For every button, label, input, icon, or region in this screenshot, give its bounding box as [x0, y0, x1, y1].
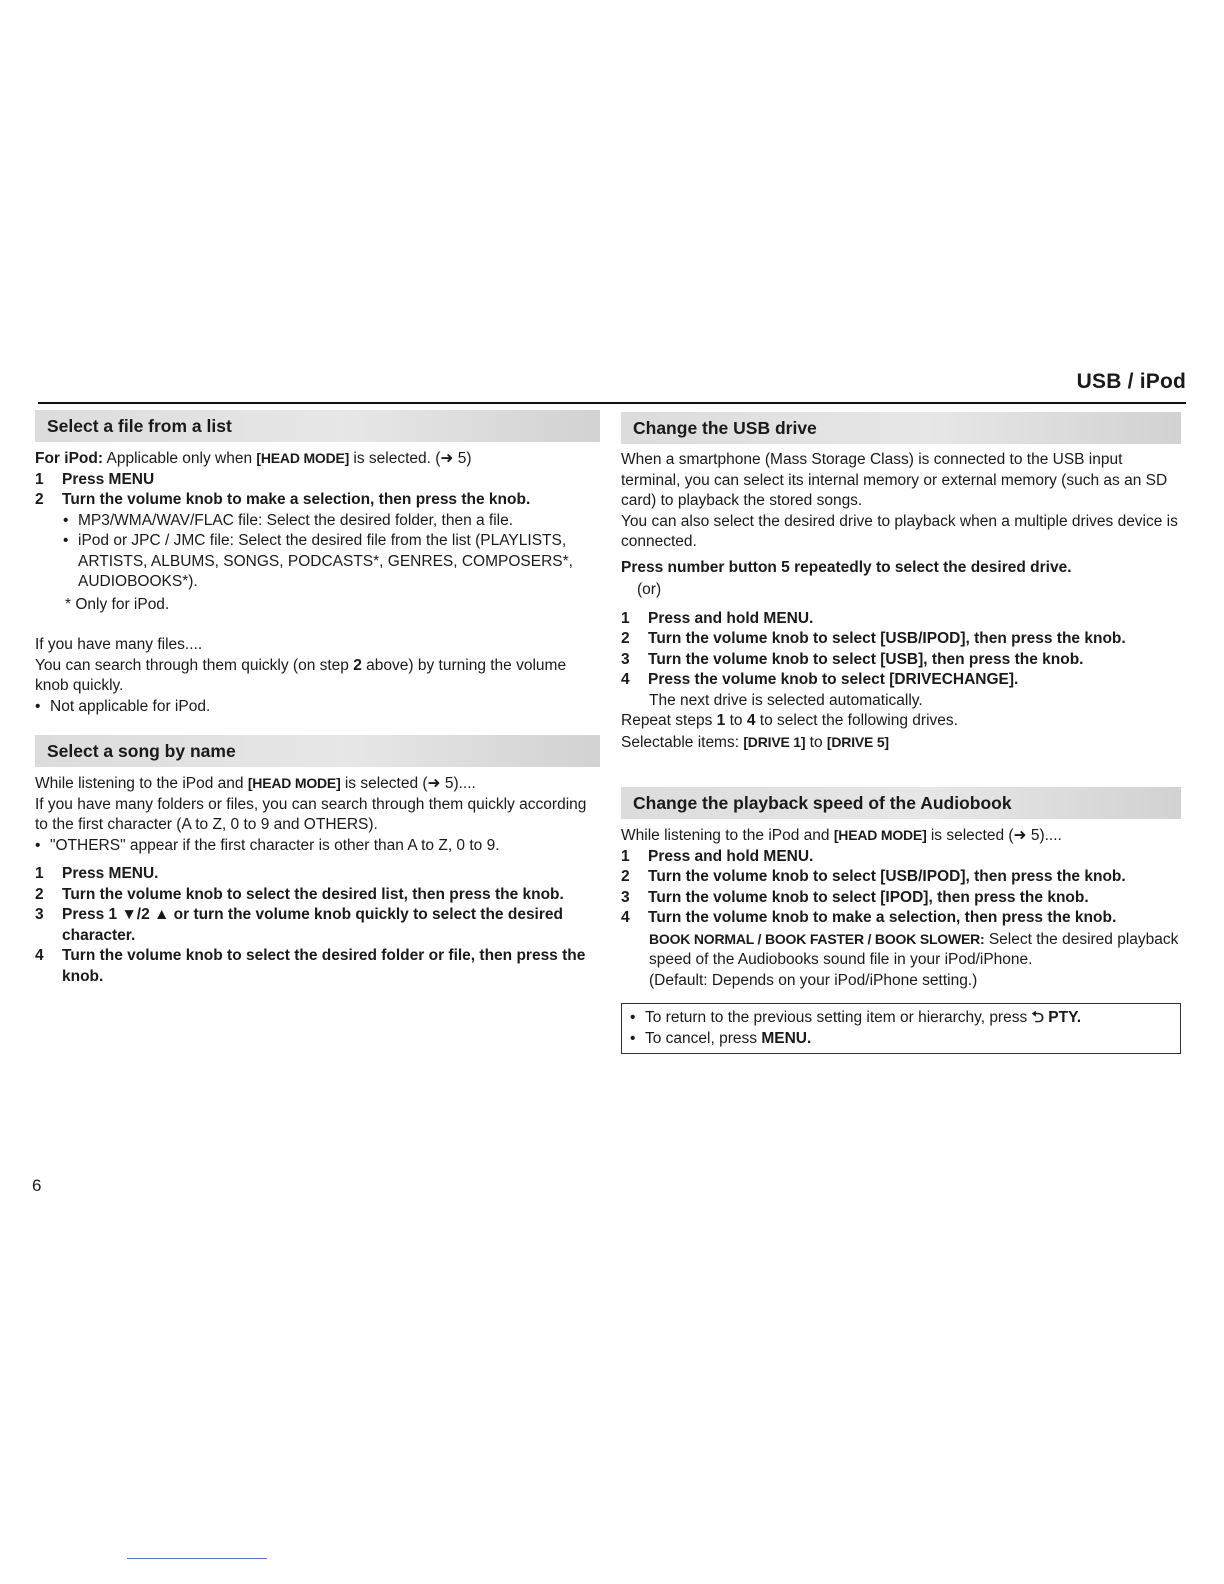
bullet-icon: •: [35, 697, 41, 715]
song-intro: [35, 773, 600, 795]
footnote: * Only for iPod.: [65, 595, 170, 613]
step: [621, 888, 1181, 909]
usb-para-2: You can also select the desired drive to playback when a multiple drives device is connected.: [621, 512, 1178, 550]
repeat-steps: [621, 711, 1181, 732]
step-text: Press 1 ▼/2 ▲ or turn the volume knob quickly to select the desired character.: [62, 906, 563, 944]
usb-para-1: When a smartphone (Mass Storage Class) is connected to the USB input terminal, you can select its internal memory or external memory (such as an SD card) to playback the stored songs.: [621, 451, 1168, 509]
section-heading-usb-drive: Change the USB drive: [621, 412, 1181, 444]
back-arrow-icon: ⮌: [1031, 1009, 1044, 1026]
step-number: 2: [35, 885, 44, 903]
repeat-n1: 1: [716, 712, 726, 729]
head-mode-code: [HEAD MODE]: [256, 450, 350, 466]
audiobook-options: [621, 929, 1181, 971]
step-number: 1: [621, 847, 630, 865]
step-number: 1: [35, 865, 44, 882]
step: [35, 905, 600, 946]
step: [621, 847, 1181, 868]
drive5-code: [DRIVE 5]: [826, 733, 889, 750]
audiobook-intro: [621, 825, 1181, 847]
list-item: [35, 836, 600, 857]
many-text-b: above) by turning the volume knob quickly.: [35, 656, 567, 694]
song-intro-a: While listening to the iPod and: [35, 775, 244, 792]
default-setting: (Default: Depends on your iPod/iPhone setting.): [649, 971, 978, 989]
step-number: 3: [35, 906, 44, 923]
drive1-code: [DRIVE 1]: [743, 733, 806, 750]
step: [621, 867, 1181, 888]
bullet-icon: •: [35, 836, 41, 854]
intro-suffix: is selected. (➜ 5): [353, 450, 472, 467]
step-number: 3: [621, 888, 630, 906]
list-item: [630, 1008, 1172, 1029]
page-number: 6: [32, 1176, 42, 1195]
step: [621, 650, 1181, 671]
step-text: Turn the volume knob to make a selection, then press the knob.: [648, 909, 1117, 926]
step-number: 4: [35, 947, 44, 964]
step-text: Turn the volume knob to select the desired folder or file, then press the knob.: [62, 947, 586, 985]
bullet-icon: •: [63, 532, 69, 549]
step: [35, 490, 600, 511]
left-column: [35, 410, 600, 987]
ipod-intro: [35, 448, 600, 470]
step: [621, 629, 1181, 650]
step-text: Turn the volume knob to select the desired list, then press the knob.: [62, 885, 564, 903]
selectable-items: [621, 732, 1181, 754]
step-number: 4: [621, 671, 630, 688]
list-item: [35, 531, 600, 593]
step-text: Turn the volume knob to select [USB], then press the knob.: [648, 650, 1084, 668]
pty-label: PTY.: [1048, 1009, 1081, 1026]
step-text: Turn the volume knob to select [USB/IPOD], then press the knob.: [648, 868, 1126, 885]
many-text-num: 2: [353, 656, 362, 674]
audiobook-intro-b: is selected (➜ 5)....: [930, 827, 1062, 844]
step: [35, 885, 600, 906]
step: [621, 670, 1181, 691]
note-return-text: To return to the previous setting item or hierarchy, press: [645, 1009, 1028, 1026]
step: [35, 470, 600, 491]
step: [35, 946, 600, 987]
step-text: Press and hold MENU.: [648, 847, 814, 865]
list-item: [35, 511, 600, 532]
note-return: [645, 1008, 1081, 1029]
step-number: 3: [621, 650, 630, 668]
repeat-a: Repeat steps: [621, 712, 713, 729]
step-number: 1: [621, 609, 630, 627]
step-text: Turn the volume knob to select [IPOD], then press the knob.: [648, 888, 1089, 906]
step4-sub: The next drive is selected automatically.: [649, 691, 923, 709]
step-text: Press MENU: [62, 470, 155, 488]
intro-prefix: For iPod:: [35, 450, 104, 467]
page-title: USB / iPod: [1076, 370, 1186, 393]
selectable-to: to: [809, 733, 823, 751]
step: [621, 908, 1181, 929]
bullet-text: Not applicable for iPod.: [50, 697, 211, 715]
step: [35, 864, 600, 885]
note-cancel-text: To cancel, press: [645, 1029, 757, 1047]
list-item: [630, 1029, 1172, 1050]
repeat-b: to select the following drives.: [759, 712, 958, 729]
step-text: Press and hold MENU.: [648, 609, 814, 627]
step-number: 2: [621, 868, 630, 885]
footer-line: [127, 1558, 267, 1559]
repeat-to: to: [729, 712, 743, 729]
list-item: [35, 697, 600, 718]
head-mode-code: [HEAD MODE]: [247, 775, 341, 791]
options-text: Select the desired playback speed of the Audiobooks sound file in your iPod/iPhone.: [649, 930, 1179, 968]
bullet-icon: •: [630, 1029, 636, 1047]
many-text-a: You can search through them quickly (on step: [35, 656, 349, 674]
step: [621, 609, 1181, 630]
section-heading-select-song: Select a song by name: [35, 735, 600, 767]
step-number: 2: [35, 491, 44, 508]
usb-bold-line: Press number button 5 repeatedly to select the desired drive.: [621, 558, 1072, 576]
step-number: 1: [35, 470, 44, 488]
page-header: [0, 370, 1224, 400]
head-mode-code: [HEAD MODE]: [833, 827, 927, 843]
bullet-icon: •: [630, 1009, 636, 1026]
bullet-icon: •: [63, 511, 69, 529]
repeat-n4: 4: [746, 712, 756, 729]
selectable-a: Selectable items:: [621, 733, 740, 751]
many-files-title: If you have many files....: [35, 636, 203, 653]
step-number: 2: [621, 630, 630, 647]
many-files-text: [35, 656, 600, 697]
step-text: Press the volume knob to select [DRIVECHANGE].: [648, 671, 1019, 688]
note-box: [621, 1003, 1181, 1054]
bullet-text: iPod or JPC / JMC file: Select the desired file from the list (PLAYLISTS, ARTISTS, ALBUMS, SONGS, PODCASTS*, GENRES, COMPOSERS*, AUDIOBOOKS*).: [78, 532, 573, 590]
bullet-text: "OTHERS" appear if the first character is other than A to Z, 0 to 9.: [50, 836, 500, 854]
section-heading-select-file: Select a file from a list: [35, 410, 600, 442]
or-label: (or): [637, 581, 662, 598]
book-speed-options: BOOK NORMAL / BOOK FASTER / BOOK SLOWER:: [649, 930, 985, 947]
intro-text: Applicable only when: [106, 450, 253, 467]
right-column: [621, 412, 1181, 1054]
step-text: Press MENU.: [62, 865, 159, 882]
step-number: 4: [621, 909, 630, 926]
note-cancel: [645, 1029, 811, 1050]
section-heading-audiobook: Change the playback speed of the Audiobook: [621, 787, 1181, 819]
song-intro-b: is selected (➜ 5)....: [344, 775, 476, 792]
step-text: Turn the volume knob to select [USB/IPOD], then press the knob.: [648, 630, 1126, 647]
header-rule: [38, 402, 1186, 404]
song-description: If you have many folders or files, you can search through them quickly according to the first character (A to Z, 0 to 9 and OTHERS).: [35, 795, 587, 833]
menu-label: MENU.: [761, 1029, 812, 1047]
audiobook-intro-a: While listening to the iPod and: [621, 827, 830, 844]
bullet-text: MP3/WMA/WAV/FLAC file: Select the desired folder, then a file.: [78, 511, 514, 529]
step-text: Turn the volume knob to make a selection, then press the knob.: [62, 491, 531, 508]
